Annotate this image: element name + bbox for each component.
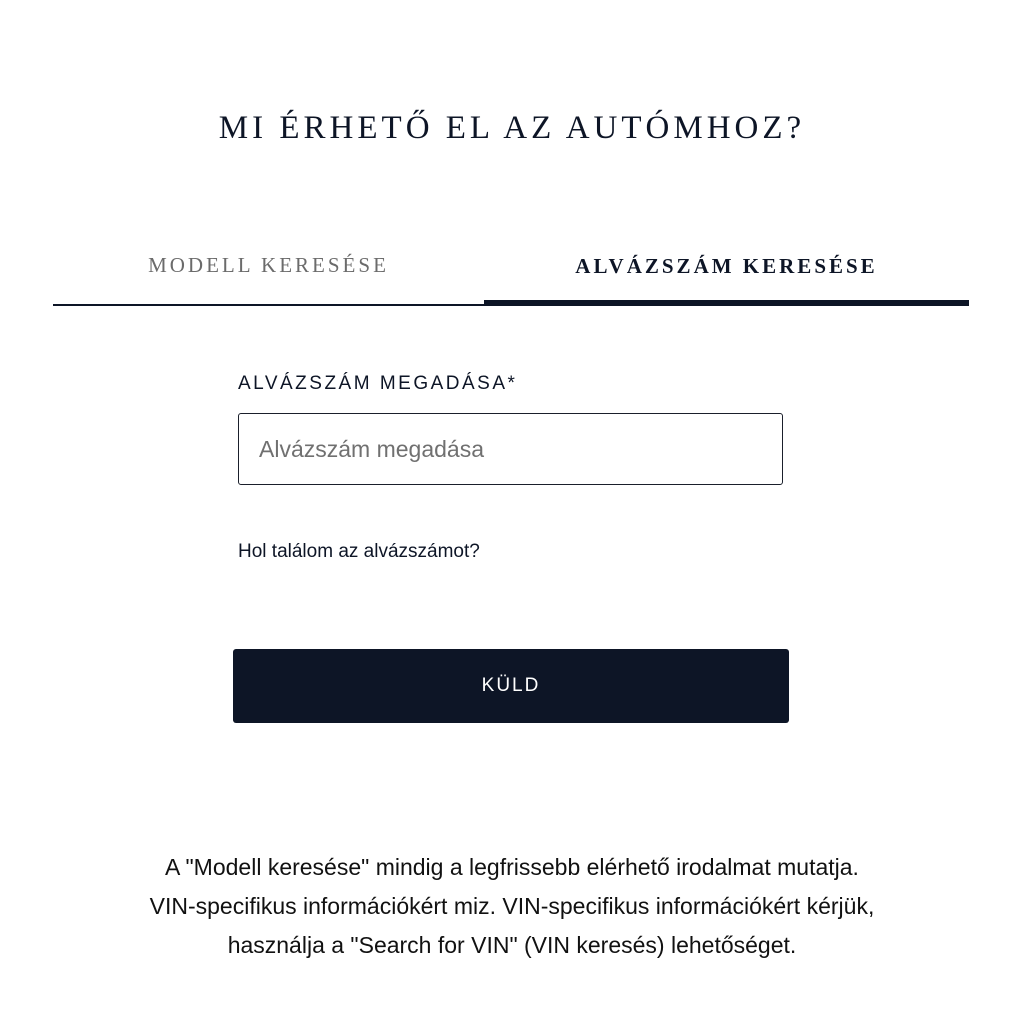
tab-model-search-label: MODELL KERESÉSE (148, 252, 389, 277)
vin-field-label: ALVÁZSZÁM MEGADÁSA* (238, 373, 518, 394)
footnote-line: VIN-specifikus információkért miz. VIN-specifikus információkért kérjük, (149, 893, 875, 919)
tab-vin-search-label: ALVÁZSZÁM KERESÉSE (575, 253, 878, 278)
page-title: MI ÉRHETŐ EL AZ AUTÓMHOZ? (218, 110, 806, 146)
vin-form (238, 370, 784, 485)
footnote-line: használja a "Search for VIN" (VIN keresés) lehetőséget. (227, 932, 797, 958)
footnote-line: A "Modell keresése" mindig a legfrissebb elérhető irodalmat mutatja. (165, 854, 859, 880)
search-tabs (53, 228, 969, 306)
where-is-vin-link[interactable]: Hol találom az alvázszámot? (238, 541, 480, 562)
tab-model-search[interactable] (53, 228, 484, 306)
submit-button[interactable]: KÜLD (233, 649, 789, 723)
info-footnote (40, 848, 984, 965)
tab-vin-search[interactable] (484, 228, 969, 306)
vin-input[interactable] (238, 413, 783, 485)
